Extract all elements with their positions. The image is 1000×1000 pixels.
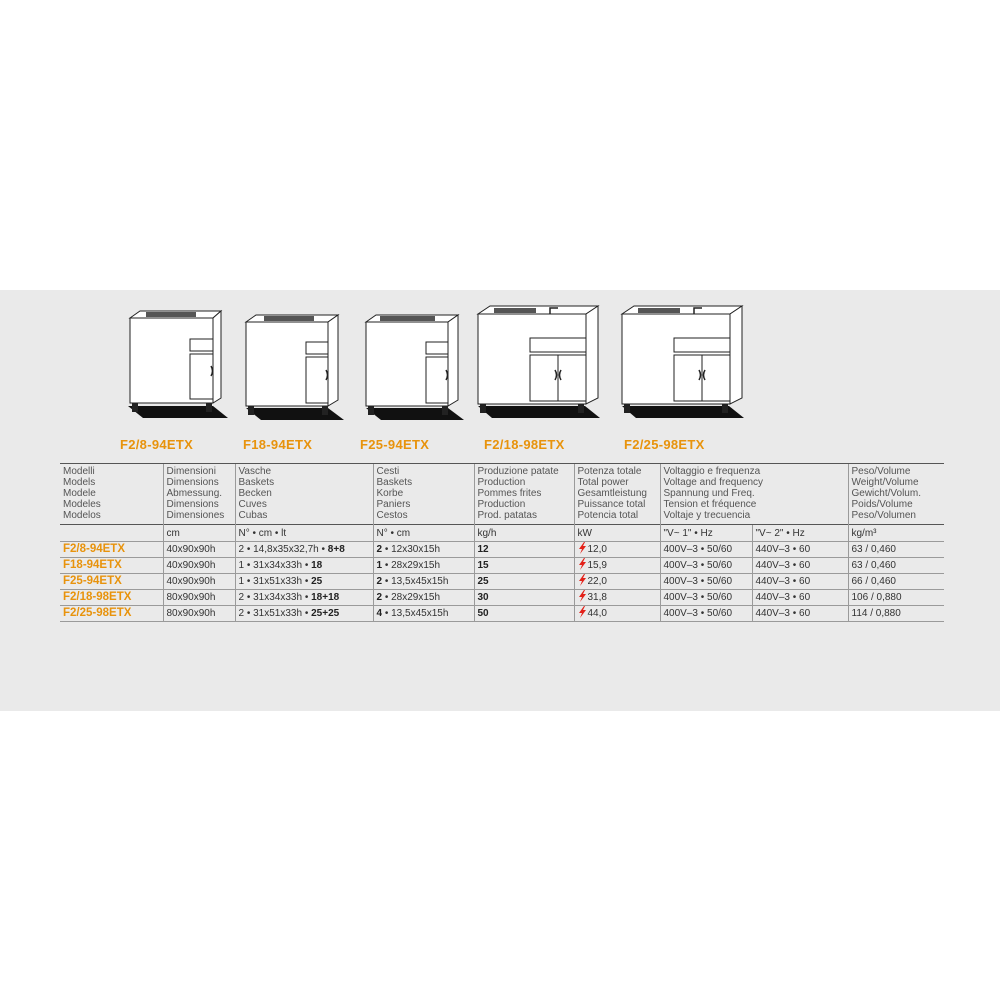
baskets-cell: 1 • 28x29x15h [373,558,474,574]
voltage1-cell: 400V–3 • 50/60 [660,590,752,606]
dimensions-cell: 80x90x90h [163,590,235,606]
power-cell: 22,0 [574,574,660,590]
lightning-bolt-icon [578,574,587,589]
production-cell: 30 [474,590,574,606]
header-dimensions: Dimensioni Dimensions Abmessung. Dimensions Dimensiones [163,464,235,525]
weight-cell: 106 / 0,880 [848,590,944,606]
units-row [60,525,944,542]
header-weight: Peso/Volume Weight/Volume Gewicht/Volum. Poids/Volume Peso/Volumen [848,464,944,525]
dimensions-cell: 40x90x90h [163,558,235,574]
tanks-cell: 2 • 14,8x35x32,7h • 8+8 [235,542,373,558]
header-production: Produzione patate Production Pommes frites Production Prod. patatas [474,464,574,525]
unit-cell: N° • cm [373,525,474,542]
voltage1-cell: 400V–3 • 50/60 [660,606,752,622]
model-cell: F2/25-98ETX [60,606,163,622]
unit-cell: kg/m³ [848,525,944,542]
tanks-cell: 1 • 31x51x33h • 25 [235,574,373,590]
voltage2-cell: 440V–3 • 60 [752,606,848,622]
fryer-illustration-4 [470,300,605,428]
tanks-cell: 2 • 31x51x33h • 25+25 [235,606,373,622]
header-models: Modelli Models Modele Modeles Modelos [60,464,163,525]
model-cell: F18-94ETX [60,558,163,574]
unit-cell: N° • cm • lt [235,525,373,542]
power-cell: 44,0 [574,606,660,622]
table-row [60,574,944,590]
unit-cell: "V~ 1" • Hz [660,525,752,542]
unit-cell: kW [574,525,660,542]
header-voltage: Voltaggio e frequenza Voltage and frequency Spannung und Freq. Tension et fréquence Voltaje y trecuencia [660,464,848,525]
header-tanks: Vasche Baskets Becken Cuves Cubas [235,464,373,525]
table-row [60,606,944,622]
power-cell: 12,0 [574,542,660,558]
baskets-cell: 4 • 13,5x45x15h [373,606,474,622]
lightning-bolt-icon [578,542,587,557]
voltage2-cell: 440V–3 • 60 [752,590,848,606]
weight-cell: 63 / 0,460 [848,542,944,558]
tanks-cell: 1 • 31x34x33h • 18 [235,558,373,574]
voltage2-cell: 440V–3 • 60 [752,574,848,590]
baskets-cell: 2 • 13,5x45x15h [373,574,474,590]
lightning-bolt-icon [578,606,587,621]
weight-cell: 63 / 0,460 [848,558,944,574]
table-row [60,558,944,574]
spec-table [60,463,944,622]
voltage1-cell: 400V–3 • 50/60 [660,574,752,590]
power-cell: 31,8 [574,590,660,606]
production-cell: 25 [474,574,574,590]
voltage2-cell: 440V–3 • 60 [752,542,848,558]
model-cell: F2/18-98ETX [60,590,163,606]
voltage2-cell: 440V–3 • 60 [752,558,848,574]
unit-cell: "V~ 2" • Hz [752,525,848,542]
unit-cell: cm [163,525,235,542]
dimensions-cell: 80x90x90h [163,606,235,622]
model-label-1: F2/8-94ETX [120,437,194,452]
lightning-bolt-icon [578,558,587,573]
voltage1-cell: 400V–3 • 50/60 [660,558,752,574]
weight-cell: 114 / 0,880 [848,606,944,622]
model-label-4: F2/18-98ETX [484,437,565,452]
tanks-cell: 2 • 31x34x33h • 18+18 [235,590,373,606]
table-row [60,542,944,558]
power-cell: 15,9 [574,558,660,574]
lightning-bolt-icon [578,590,587,605]
model-label-5: F2/25-98ETX [624,437,705,452]
weight-cell: 66 / 0,460 [848,574,944,590]
production-cell: 12 [474,542,574,558]
unit-cell: kg/h [474,525,574,542]
header-row [60,464,944,525]
header-baskets: Cesti Baskets Korbe Paniers Cestos [373,464,474,525]
baskets-cell: 2 • 12x30x15h [373,542,474,558]
model-cell: F25-94ETX [60,574,163,590]
fryer-illustration-1 [118,306,233,428]
header-power: Potenza totale Total power Gesamtleistung Puissance total Potencia total [574,464,660,525]
dimensions-cell: 40x90x90h [163,542,235,558]
production-cell: 15 [474,558,574,574]
production-cell: 50 [474,606,574,622]
baskets-cell: 2 • 28x29x15h [373,590,474,606]
table-row [60,590,944,606]
model-label-2: F18-94ETX [243,437,313,452]
unit-cell [60,525,163,542]
voltage1-cell: 400V–3 • 50/60 [660,542,752,558]
model-cell: F2/8-94ETX [60,542,163,558]
fryer-illustration-5 [614,300,749,428]
dimensions-cell: 40x90x90h [163,574,235,590]
fryer-illustration-3 [356,310,471,430]
fryer-illustration-2 [236,310,351,430]
model-label-3: F25-94ETX [360,437,430,452]
